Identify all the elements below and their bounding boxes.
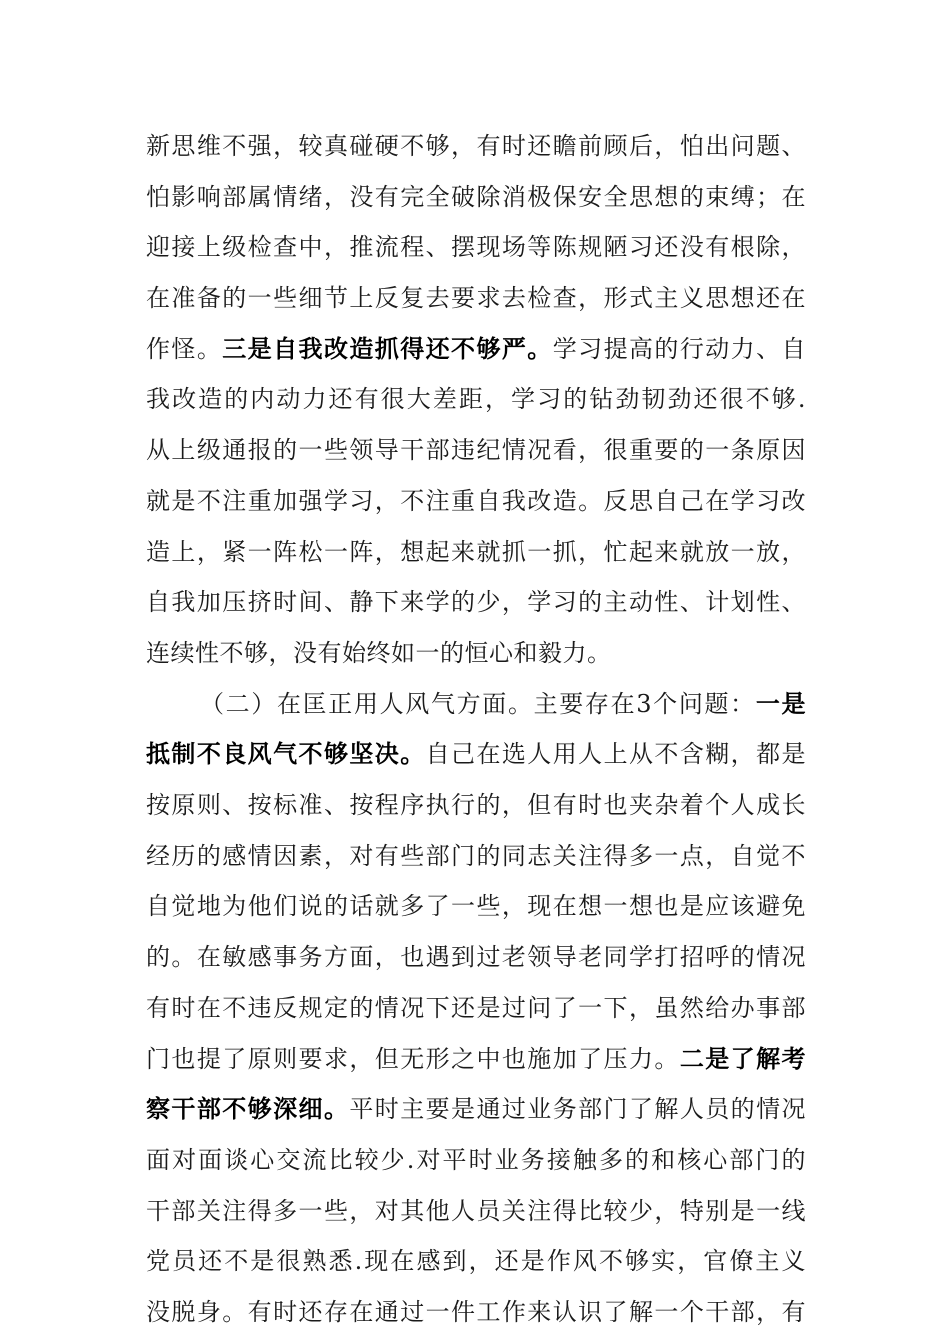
- bold-heading: 抵制不良风气不够坚决。: [146, 740, 426, 768]
- bold-heading: 一是: [755, 690, 806, 718]
- bold-heading: 三是自我改造抓得还不够严。: [222, 335, 553, 363]
- text-line: 门也提了原则要求，但无形之中也施加了压力。二是了解考: [146, 1045, 807, 1073]
- text-line: 面对面谈心交流比较少.对平时业务接触多的和核心部门的: [146, 1146, 806, 1174]
- text-line: 在准备的一些细节上反复去要求去检查，形式主义思想还在: [146, 284, 806, 312]
- text-line: 造上，紧一阵松一阵，想起来就抓一抓，忙起来就放一放，: [146, 538, 806, 566]
- text-line: 迎接上级检查中，推流程、摆现场等陈规陋习还没有根除，: [146, 233, 806, 261]
- text-line: 干部关注得多一些，对其他人员关注得比较少，特别是一线: [146, 1197, 806, 1225]
- text-line: 有时在不违反规定的情况下还是过问了一下，虽然给办事部: [146, 994, 806, 1022]
- bold-heading: 二是了解考: [679, 1045, 807, 1073]
- text-line: 就是不注重加强学习，不注重自我改造。反思自己在学习改: [146, 487, 806, 515]
- text-line: 作怪。三是自我改造抓得还不够严。学习提高的行动力、自: [146, 335, 807, 363]
- text-line: 我改造的内动力还有很大差距，学习的钻劲韧劲还很不够.: [146, 385, 806, 413]
- text-line: 没脱身。有时还存在通过一件工作来认识了解一个干部，有: [146, 1298, 806, 1326]
- text-line: 察干部不够深细。平时主要是通过业务部门了解人员的情况: [146, 1095, 806, 1123]
- text-line: 怕影响部属情绪，没有完全破除消极保安全思想的束缚；在: [146, 183, 806, 211]
- text-line: 自我加压挤时间、静下来学的少，学习的主动性、计划性、: [146, 588, 806, 616]
- text-line: 新思维不强，较真碰硬不够，有时还瞻前顾后，怕出问题、: [146, 132, 806, 160]
- text-line: 的。在敏感事务方面，也遇到过老领导老同学打招呼的情况: [146, 943, 806, 971]
- text-line: 从上级通报的一些领导干部违纪情况看，很重要的一条原因: [146, 436, 806, 464]
- text-line: 按原则、按标准、按程序执行的，但有时也夹杂着个人成长: [146, 791, 806, 819]
- text-line: 连续性不够，没有始终如一的恒心和毅力。: [146, 639, 612, 667]
- section-heading-line: （二）在匡正用人风气方面。主要存在3个问题：一是: [200, 690, 806, 718]
- text-line: 抵制不良风气不够坚决。自己在选人用人上从不含糊，都是: [146, 740, 807, 768]
- bold-heading: 察干部不够深细。: [146, 1095, 350, 1123]
- text-line: 经历的感情因素，对有些部门的同志关注得多一点，自觉不: [146, 842, 806, 870]
- text-line: 自觉地为他们说的话就多了一些，现在想一想也是应该避免: [146, 892, 806, 920]
- text-line: 党员还不是很熟悉.现在感到，还是作风不够实，官僚主义: [146, 1247, 806, 1275]
